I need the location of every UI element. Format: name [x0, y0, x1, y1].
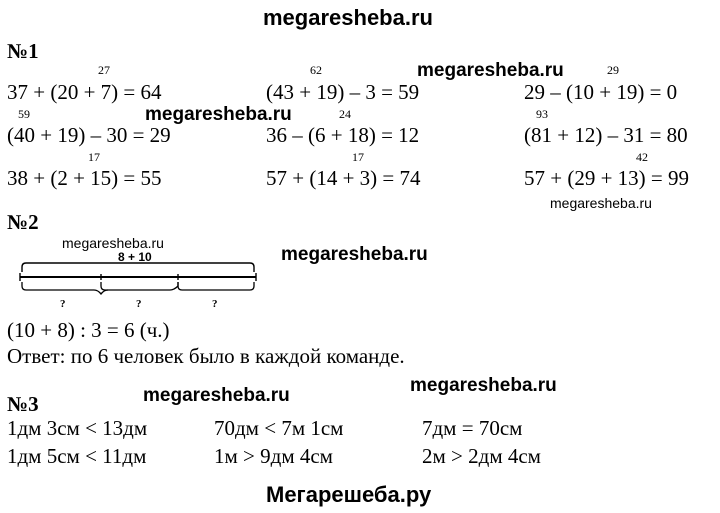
task1-r3c3-sup: 42 [636, 150, 648, 164]
top-brace [22, 263, 254, 272]
task3-r1c2: 70дм < 7м 1см [214, 416, 344, 440]
task2-heading: №2 [7, 210, 39, 234]
task1-r2c1-expr: (40 + 19) – 30 = 29 [7, 123, 171, 147]
diagram-part-label-1: ? [60, 298, 66, 310]
watermark-task3-right: megaresheba.ru [410, 375, 557, 396]
task1-r1c3-expr: 29 – (10 + 19) = 0 [524, 80, 678, 104]
diagram-part-label-3: ? [212, 298, 218, 310]
task1-r3c1-expr: 38 + (2 + 15) = 55 [7, 166, 162, 190]
task1-r2c2-sup: 24 [339, 107, 351, 121]
watermark-top: megaresheba.ru [263, 5, 433, 30]
watermark-task2-left: megaresheba.ru [62, 235, 164, 251]
task1-r1c1-sup: 27 [98, 63, 110, 77]
bottom-brace-3 [178, 282, 254, 290]
bottom-brace-1 [22, 282, 108, 294]
diagram-part-label-2: ? [136, 298, 142, 310]
task3-r1c1: 1дм 3см < 13дм [7, 416, 148, 440]
task1-r3c2-sup: 17 [352, 150, 364, 164]
diagram-top-label: 8 + 10 [118, 250, 152, 264]
task1-r1c3-sup: 29 [607, 63, 619, 77]
task3-r1c3: 7дм = 70см [422, 416, 523, 440]
task3-r2c3: 2м > 2дм 4см [422, 444, 541, 468]
task3-r2c2: 1м > 9дм 4см [214, 444, 333, 468]
task1-r1c2-expr: (43 + 19) – 3 = 59 [266, 80, 420, 104]
task1-r3c3-expr: 57 + (29 + 13) = 99 [524, 166, 690, 190]
task1-heading: №1 [7, 39, 39, 63]
watermark-task2-mid: megaresheba.ru [281, 244, 428, 265]
task2-solution: (10 + 8) : 3 = 6 (ч.) [7, 318, 170, 342]
task2-answer: Ответ: по 6 человек было в каждой команде. [7, 344, 405, 368]
task1-r1c2-sup: 62 [310, 63, 322, 77]
task1-r2c3-sup: 93 [536, 107, 548, 121]
bottom-brace-2 [101, 282, 178, 290]
watermark-row1: megaresheba.ru [417, 60, 564, 81]
task3-r2c1: 1дм 5см < 11дм [7, 444, 147, 468]
watermark-bottom: Мегарешеба.ру [266, 482, 432, 507]
task3-heading: №3 [7, 392, 39, 416]
task1-r3c1-sup: 17 [88, 150, 100, 164]
task1-r3c2-expr: 57 + (14 + 3) = 74 [266, 166, 421, 190]
task1-r1c1-expr: 37 + (20 + 7) = 64 [7, 80, 162, 104]
task1-r2c2-expr: 36 – (6 + 18) = 12 [266, 123, 420, 147]
task1-r2c1-sup: 59 [18, 107, 30, 121]
watermark-task3-mid: megaresheba.ru [143, 385, 290, 406]
watermark-row3: megaresheba.ru [550, 195, 652, 211]
watermark-row2: megaresheba.ru [145, 104, 292, 125]
task1-r2c3-expr: (81 + 12) – 31 = 80 [524, 123, 688, 147]
